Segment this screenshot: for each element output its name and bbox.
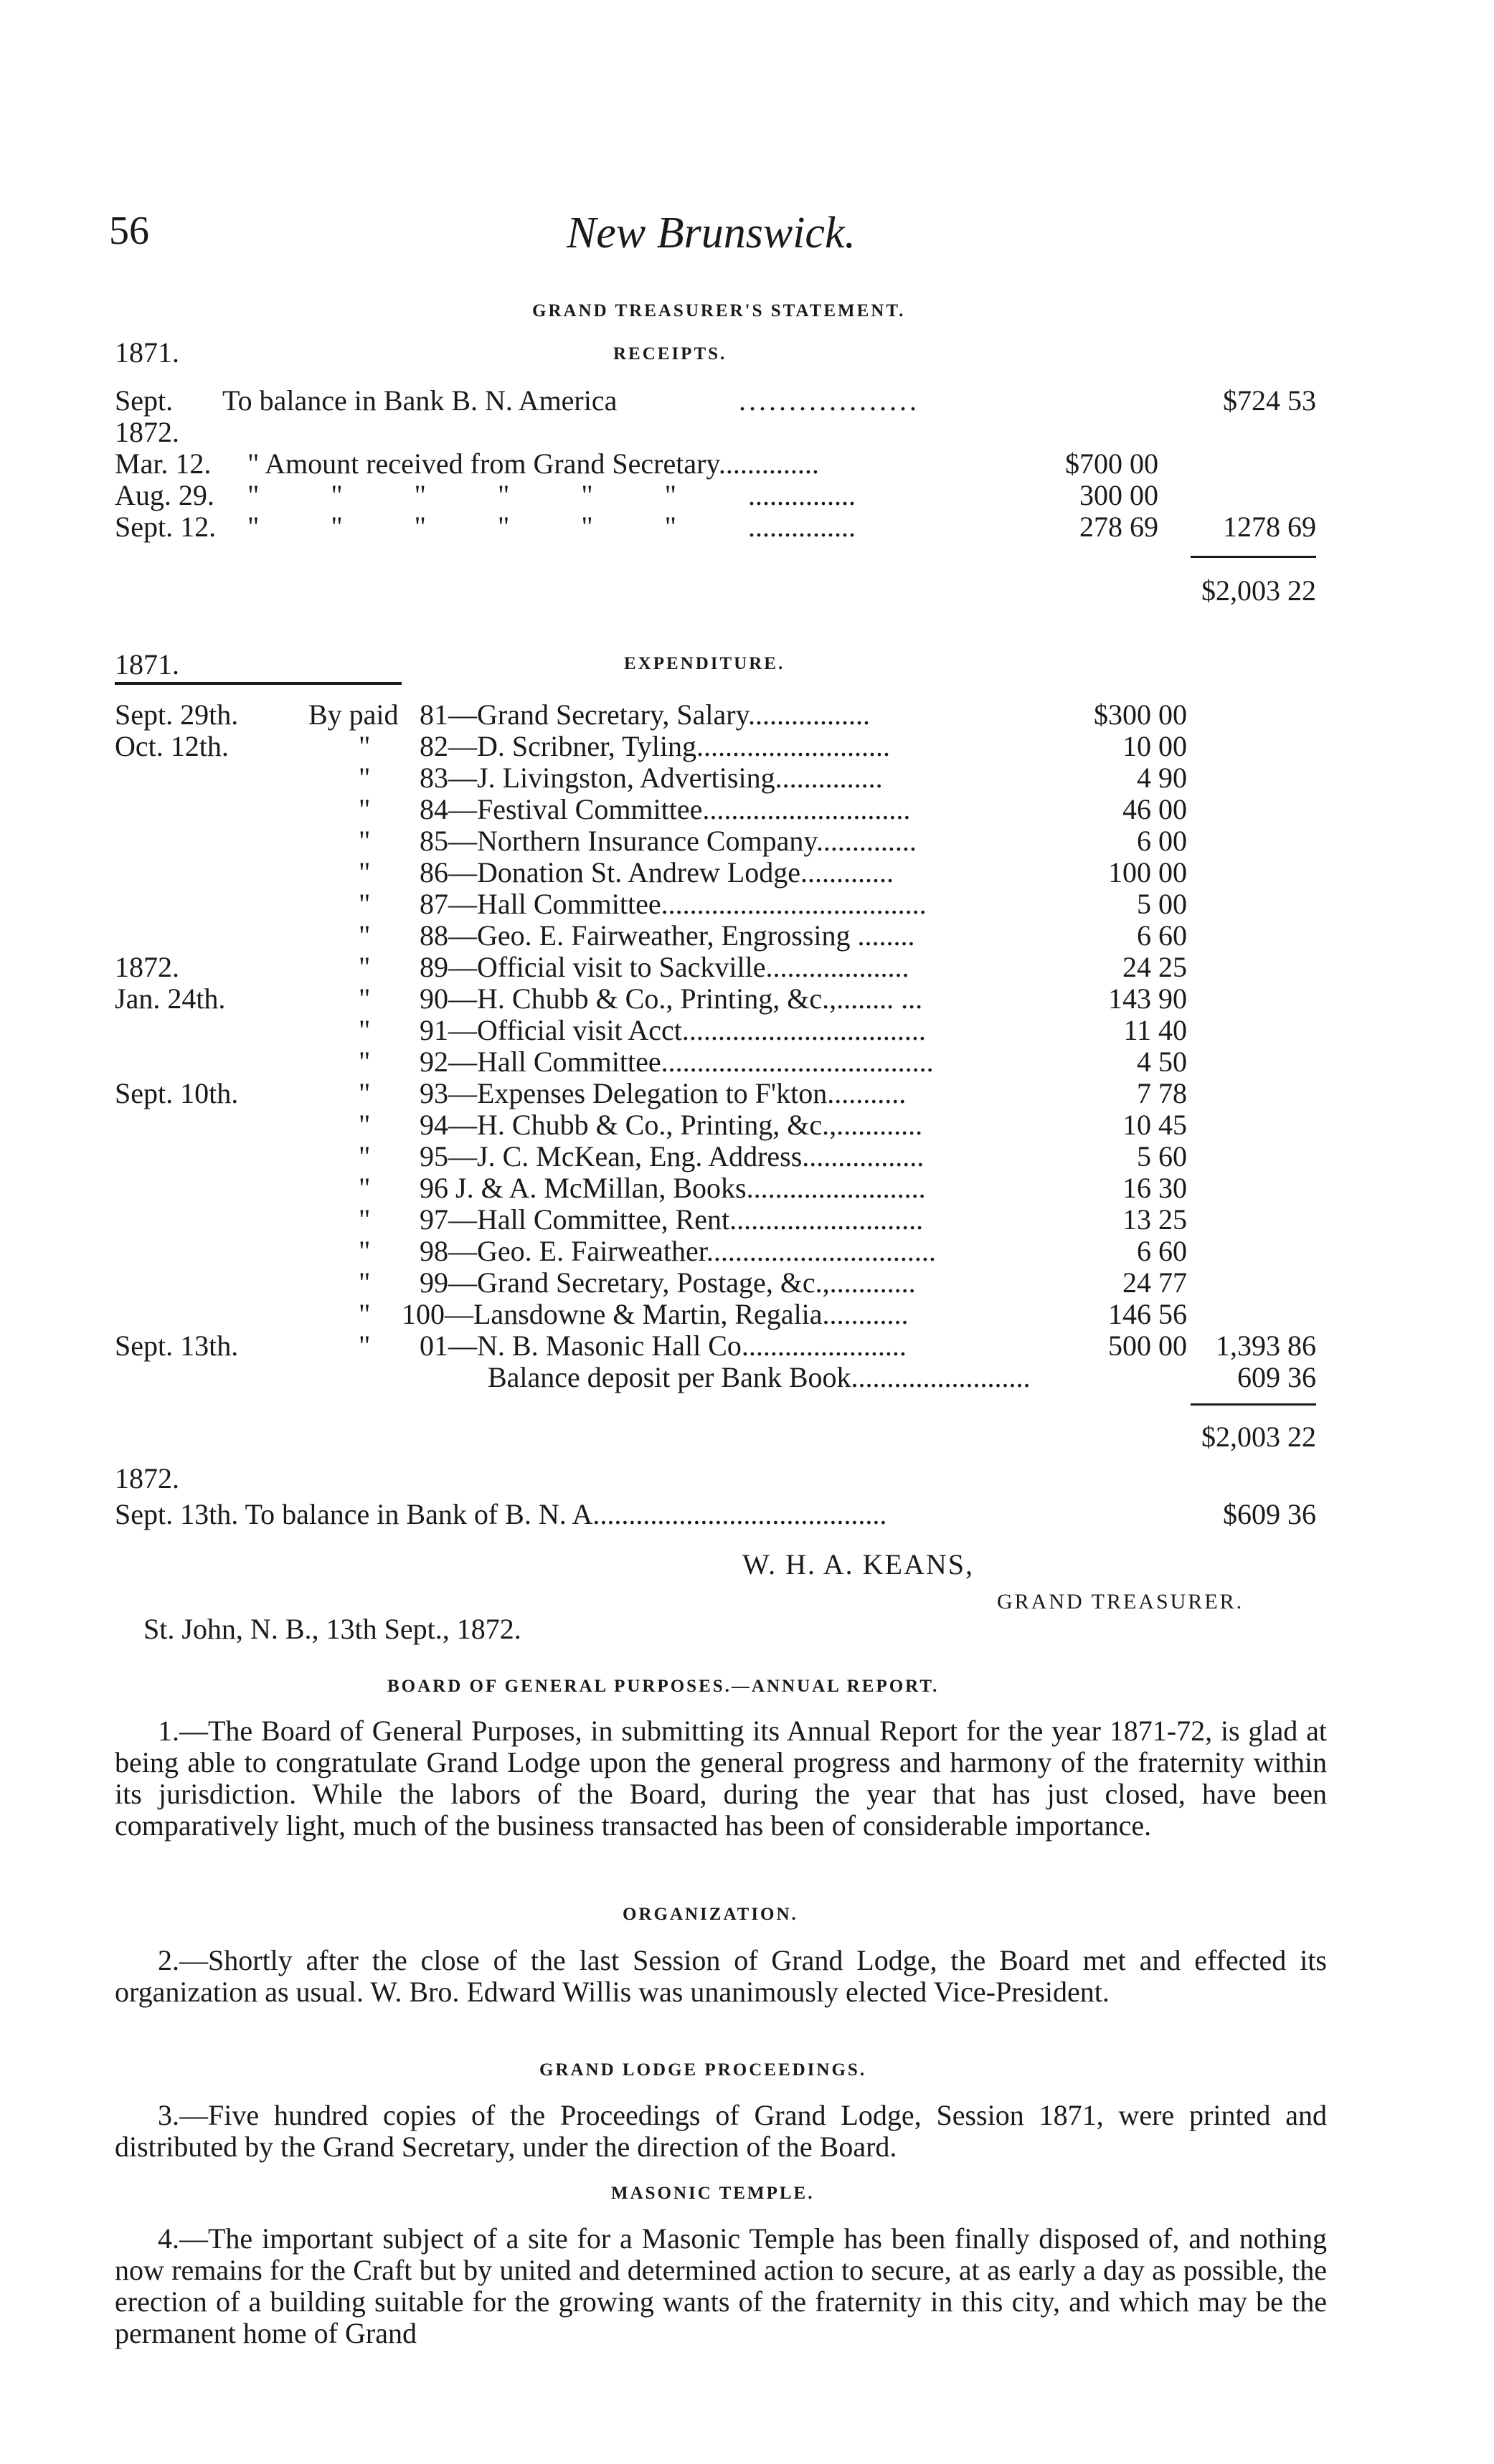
expense-amount: 24 25 — [1122, 951, 1187, 983]
receipts-year-2: 1872. — [115, 416, 179, 448]
expense-amount: 6 00 — [1137, 825, 1187, 857]
report-paragraph: 4.—The important subject of a site for a Masonic Temple has been finally disposed of, and nothing now remains for the Craft but by united and determined action to secure, at as early a day as possible, the erection of a building suitable for the growing wants of the fraternity in this city, and which may be the permanent home of Grand — [115, 2222, 1327, 2349]
expense-amount: 10 00 — [1122, 730, 1187, 762]
running-title: New Brunswick. — [567, 209, 856, 257]
closing-year: 1872. — [115, 1462, 179, 1494]
expense-text: 91—Official visit Acct.................................. — [420, 1014, 926, 1046]
expense-amount: $300 00 — [1094, 698, 1187, 731]
place-date: St. John, N. B., 13th Sept., 1872. — [143, 1613, 521, 1645]
receipt-row-amount: 300 00 — [1079, 479, 1158, 511]
expense-text: 92—Hall Committee...................................... — [420, 1046, 934, 1078]
expense-ditto: " — [359, 1140, 371, 1172]
expense-text: 88—Geo. E. Fairweather, Engrossing ........ — [420, 919, 915, 952]
expense-amount: 13 25 — [1122, 1203, 1187, 1236]
expense-text: 99—Grand Secretary, Postage, &c.,............ — [420, 1266, 916, 1299]
signature-title: GRAND TREASURER. — [997, 1590, 1244, 1614]
expense-text: 100—Lansdowne & Martin, Regalia............ — [402, 1298, 909, 1330]
report-heading: MASONIC TEMPLE. — [611, 2184, 815, 2203]
expense-ditto: " — [359, 1172, 371, 1204]
expense-amount: 46 00 — [1122, 793, 1187, 825]
expense-text: 93—Expenses Delegation to F'kton........... — [420, 1077, 907, 1109]
expense-ditto: " — [359, 919, 371, 952]
expense-ditto: " — [359, 1046, 371, 1078]
expense-amount: 6 60 — [1137, 919, 1187, 952]
expense-ditto: " — [359, 793, 371, 825]
balance-deposit-text: Balance deposit per Bank Book......................... — [488, 1361, 1031, 1393]
receipt-row-date: Aug. 29. — [115, 479, 214, 511]
expense-text: 98—Geo. E. Fairweather................................ — [420, 1235, 936, 1267]
expense-ditto: " — [359, 730, 371, 762]
expense-ditto: " — [359, 856, 371, 889]
signature-name: W. H. A. KEANS, — [742, 1548, 974, 1581]
report-paragraph: 2.—Shortly after the close of the last Session of Grand Lodge, the Board met and effected its organization as usual. W. Bro. Edward Willis was unanimously elected Vice-President. — [115, 1944, 1327, 2008]
expense-text: 83—J. Livingston, Advertising............... — [420, 762, 883, 794]
receipts-year: 1871. — [115, 336, 179, 369]
receipt-row-total: 1278 69 — [1223, 511, 1316, 543]
expense-date: Oct. 12th. — [115, 730, 229, 762]
expense-amount: 100 00 — [1108, 856, 1187, 889]
expense-total: 1,393 86 — [1216, 1330, 1316, 1362]
closing-balance-amount: $609 36 — [1223, 1498, 1316, 1530]
receipts-total-rule — [1191, 556, 1316, 558]
report-heading: BOARD OF GENERAL PURPOSES.—ANNUAL REPORT. — [387, 1677, 940, 1696]
receipt-row-amount: $700 00 — [1065, 447, 1158, 480]
expense-amount: 11 40 — [1123, 1014, 1187, 1046]
receipt-row-amount: 278 69 — [1079, 511, 1158, 543]
expense-amount: 16 30 — [1122, 1172, 1187, 1204]
receipt-row-date: Mar. 12. — [115, 447, 212, 480]
report-paragraph: 1.—The Board of General Purposes, in submitting its Annual Report for the year 1871-72, is glad at being able to congratulate Grand Lodge upon the general progress and harmony of the fraternity within its jurisdiction. While the labors of the Board, during the year that has just closed, have been comparatively light, much of the business transacted has been of considerable importance. — [115, 1715, 1327, 1842]
expense-amount: 5 00 — [1137, 888, 1187, 920]
expense-text: 94—H. Chubb & Co., Printing, &c.,............ — [420, 1109, 923, 1141]
expense-ditto: " — [359, 825, 371, 857]
expense-ditto: " — [359, 1203, 371, 1236]
page-number: 56 — [109, 209, 149, 253]
expenditure-heading: EXPENDITURE. — [624, 654, 785, 673]
receipts-balance-dots: .................. — [739, 384, 919, 417]
expense-amount: 500 00 — [1108, 1330, 1187, 1362]
expense-amount: 6 60 — [1137, 1235, 1187, 1267]
expense-ditto: By paid — [308, 698, 399, 731]
expenditure-grand-total: $2,003 22 — [1201, 1421, 1316, 1453]
expenditure-underline — [115, 682, 402, 685]
report-heading: ORGANIZATION. — [623, 1905, 798, 1924]
receipt-row-text: " " " " " " ............... — [247, 479, 856, 511]
receipts-balance-text: To balance in Bank B. N. America — [222, 384, 618, 417]
expense-text: 89—Official visit to Sackville.................... — [420, 951, 909, 983]
receipts-grand-total: $2,003 22 — [1201, 574, 1316, 607]
expenditure-total-rule — [1191, 1403, 1316, 1406]
report-heading: GRAND LODGE PROCEEDINGS. — [539, 2060, 867, 2080]
expense-text: 84—Festival Committee............................. — [420, 793, 911, 825]
expense-ditto: " — [359, 1266, 371, 1299]
expense-text: 85—Northern Insurance Company.............. — [420, 825, 917, 857]
expense-text: 86—Donation St. Andrew Lodge............. — [420, 856, 894, 889]
balance-deposit-amount: 609 36 — [1237, 1361, 1316, 1393]
expense-ditto: " — [359, 762, 371, 794]
expense-text: 90—H. Chubb & Co., Printing, &c.,........ ... — [420, 982, 923, 1015]
expense-text: 97—Hall Committee, Rent........................... — [420, 1203, 924, 1236]
expense-amount: 5 60 — [1137, 1140, 1187, 1172]
receipt-row-text: " Amount received from Grand Secretary.............. — [247, 447, 819, 480]
expense-amount: 4 90 — [1137, 762, 1187, 794]
closing-balance-text: Sept. 13th. To balance in Bank of B. N. A......................................... — [115, 1498, 887, 1530]
expense-text: 96 J. & A. McMillan, Books......................... — [420, 1172, 926, 1204]
expense-amount: 10 45 — [1122, 1109, 1187, 1141]
expense-text: 95—J. C. McKean, Eng. Address................. — [420, 1140, 925, 1172]
receipt-row-text: " " " " " " ............... — [247, 511, 856, 543]
receipts-balance-amount: $724 53 — [1223, 384, 1316, 417]
statement-title: GRAND TREASURER'S STATEMENT. — [532, 301, 906, 321]
receipts-heading: RECEIPTS. — [613, 344, 727, 364]
expense-ditto: " — [359, 1298, 371, 1330]
expense-amount: 7 78 — [1137, 1077, 1187, 1109]
expense-date: Jan. 24th. — [115, 982, 226, 1015]
expense-amount: 143 90 — [1108, 982, 1187, 1015]
expense-amount: 4 50 — [1137, 1046, 1187, 1078]
receipt-row-date: Sept. 12. — [115, 511, 217, 543]
expense-ditto: " — [359, 1235, 371, 1267]
expense-date: Sept. 10th. — [115, 1077, 239, 1109]
expense-ditto: " — [359, 1077, 371, 1109]
expense-ditto: " — [359, 1109, 371, 1141]
expense-date: Sept. 29th. — [115, 698, 239, 731]
expense-text: 87—Hall Committee..................................... — [420, 888, 927, 920]
expense-ditto: " — [359, 1330, 371, 1362]
expense-text: 01—N. B. Masonic Hall Co....................... — [420, 1330, 907, 1362]
expenditure-year: 1871. — [115, 648, 179, 681]
expense-amount: 146 56 — [1108, 1298, 1187, 1330]
expense-text: 82—D. Scribner, Tyling........................... — [420, 730, 890, 762]
receipts-balance-date: Sept. — [115, 384, 174, 417]
expense-ditto: " — [359, 982, 371, 1015]
report-paragraph: 3.—Five hundred copies of the Proceedings of Grand Lodge, Session 1871, were printed and distributed by the Grand Secretary, under the direction of the Board. — [115, 2099, 1327, 2163]
expense-amount: 24 77 — [1122, 1266, 1187, 1299]
expense-date: Sept. 13th. — [115, 1330, 239, 1362]
expense-ditto: " — [359, 888, 371, 920]
expense-date: 1872. — [115, 951, 179, 983]
expense-ditto: " — [359, 951, 371, 983]
expense-text: 81—Grand Secretary, Salary................. — [420, 698, 870, 731]
expense-ditto: " — [359, 1014, 371, 1046]
